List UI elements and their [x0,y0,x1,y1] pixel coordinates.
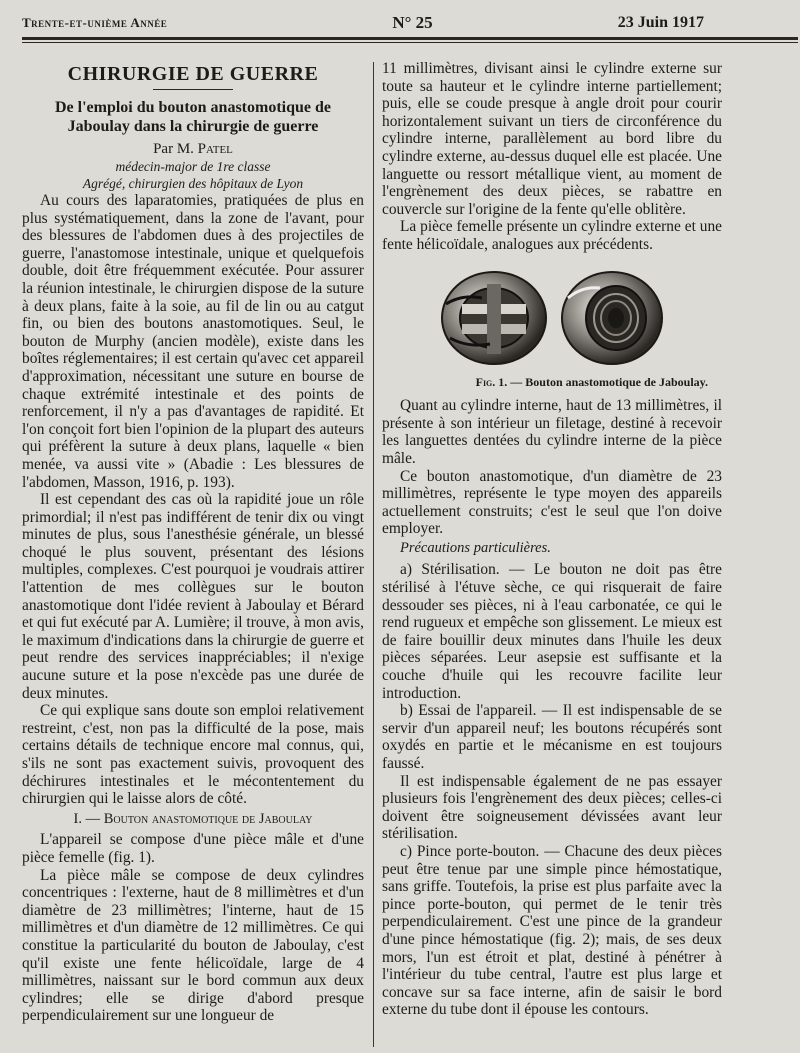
figure-label: Fig. 1. [475,374,508,389]
male-piece-drawing [442,272,546,364]
header-rule-thin [22,42,798,43]
author-rank: médecin-major de 1re classe [115,159,271,174]
column-divider [373,62,374,1047]
section-title: CHIRURGIE DE GUERRE [67,63,319,85]
author-affiliation: Agrégé, chirurgien des hôpitaux de Lyon [82,176,304,191]
paragraph: Ce qui explique sans doute son emploi relativement restreint, c'est, non pas la difficulté de la pose, mais certains détails de technique encore mal connus, qui, s'ils ne sont pas exactement suivis, provoquent des déchirures intestinales et le mécontentement du chirurgien qui le laisse alors de côté. [22,702,364,808]
subsection-number: I. — [73,810,101,827]
article-title: De l'emploi du bouton anastomotique de Jaboulay dans la chirurgie de guerre [54,99,332,135]
figure-caption [382,374,722,392]
byline [22,140,364,158]
paragraph: Au cours des laparatomies, pratiquées de plus en plus systématiquement, dans la zone de l'avant, pour des blessures de l'abdomen dues à des projectiles de guerre, l'anastomose intestinale, unique et quelquefois double, doit être fréquemment exécutée. Pour assurer la réunion intestinale, le chirurgien dispose de la suture à deux plans, faite à la soie, au fil de lin ou au catgut fin, ou bien des boutons anastomotiques. Seul, le bouton de Murphy (ancien modèle), existe dans les boîtes réglementaires; il est certain qu'avec cet appareil d'approximation, nécessitant une suture en bourse de chaque extrémité intestinale et des points de renforcement, il n'y a pas d'avantages de rapidité. Et l'on conçoit fort bien l'opinion de la plupart des auteurs qui préfèrent la suture à deux plans, laquelle « bien menée, va aussi vite » (Abadie : Les blessures de l'abdomen, Masson, 1916, p. 193). [22,192,364,491]
female-piece-drawing [562,272,662,364]
header-issue-number: N° 25 [392,13,433,32]
paragraph: Il est cependant des cas où la rapidité joue un rôle primordial; il n'est pas indifférent de tenir dix ou vingt minutes de plus, sous l'anesthésie générale, un blessé choqué le plus souvent, présentant des lésions multiples, complexes. C'est pourquoi je voudrais attirer l'attention de mes collègues sur le bouton anastomotique dont l'idée revient à Jaboulay et Bérard et qui fut exécuté par A. Lumière; il trouve, à mon avis, le maximum d'indications dans la chirurgie de guerre et peut rendre des services inappréciables; il n'exige aucune suture et la pose n'excède pas une durée de deux minutes. [22,491,364,702]
figure-caption-text: — Bouton anastomotique de Jaboulay. [510,374,708,389]
header-rule-thick [22,37,798,40]
subsection-heading [22,811,364,829]
paragraph: b) Essai de l'appareil. — Il est indispensable de se servir d'un appareil neuf; les boutons récupérés sont oxydés en partie et le mécanisme en est toujours faussé. [382,702,722,772]
paragraph: 11 millimètres, divisant ainsi le cylindre externe sur toute sa hauteur et le cylindre interne partiellement; puis, elle se coude presque à angle droit pour courir horizontalement suivant un tiers de circonférence du cylindre interne, parallèlement au bord libre du cylindre externe, au-dessus duquel elle est placée. Une languette ou ressort métallique vient, au moment de l'engrènement des deux pièces, se rabattre en couvercle sur l'origine de la fente qu'elle oblitère. [382,60,722,218]
paragraph: Quant au cylindre interne, haut de 13 millimètres, il présente à son intérieur un filetage, destiné à recevoir les languettes dentées du cylindre interne de la pièce mâle. [382,397,722,467]
subsection-title: Bouton anastomotique de Jaboulay [103,810,313,827]
figure-1 [382,264,722,392]
left-column [22,56,364,1025]
paragraph: Il est indispensable également de ne pas essayer plusieurs fois l'engrènement des deux pièces; celles-ci doivent être soigneusement dévissées avant leur stérilisation. [382,772,722,843]
author-name: Patel [197,141,233,157]
header-volume: Trente-et-unième Année [22,15,168,30]
paragraph: c) Pince porte-bouton. — Chacune des deux pièces peut être tenue par une simple pince hémostatique, sans griffe. Toutefois, la prise est plus parfaite avec la pince porte-bouton, qui permet de le tenir très perpendiculairement. C'est une pince de la grandeur d'une pince hémostatique (fig. 2); mais, de ses deux mors, l'un est étroit et plat, destiné à pénétrer à l'intérieur du tube central, l'autre est plus large et concave sur sa face interne, afin de saisir le bord externe du tube dont il épouse les contours. [382,842,722,1019]
right-column [382,60,722,1019]
byline-prefix: Par M. [153,141,194,157]
paragraph: Ce bouton anastomotique, d'un diamètre de 23 millimètres, représente le type moyen des appareils actuellement construits; c'est le seul que l'on doive employer. [382,467,722,538]
paragraph: La pièce femelle présente un cylindre externe et une fente hélicoïdale, analogues aux précédents. [382,218,722,253]
paragraph: a) Stérilisation. — Le bouton ne doit pas être stérilisé à l'étuve sèche, ce qui risquerait de faire dessouder ses pièces, ni à l'eau carbonatée, ce qui le rend rugueux et empêche son glissement. Le mieux est de faire bouillir deux minutes dans l'huile les deux pièces séparées. Leur asepsie est suffisante et la couche d'huile qui les recouvre facilite leur introduction. [382,561,722,702]
title-rule [153,89,233,90]
running-header [22,12,704,34]
paragraph: L'appareil se compose d'une pièce mâle et d'une pièce femelle (fig. 1). [22,831,364,866]
paragraph: La pièce mâle se compose de deux cylindres concentriques : l'externe, haut de 8 millimètres et d'un diamètre de 23 millimètres; l'interne, haut de 15 millimètres et d'un diamètre de 12 millimètres. Ce qui constitue la particularité du bouton de Jaboulay, c'est qu'il existe une fente hélicoïdale, large de 4 millimètres, naissant sur le bord commun aux deux cylindres; elle se dirige d'abord presque perpendiculairement sur une longueur de [22,866,364,1025]
anastomotic-button-illustration [432,264,672,372]
header-date: 23 Juin 1917 [617,14,704,31]
precautions-heading: Précautions particulières. [400,539,551,556]
